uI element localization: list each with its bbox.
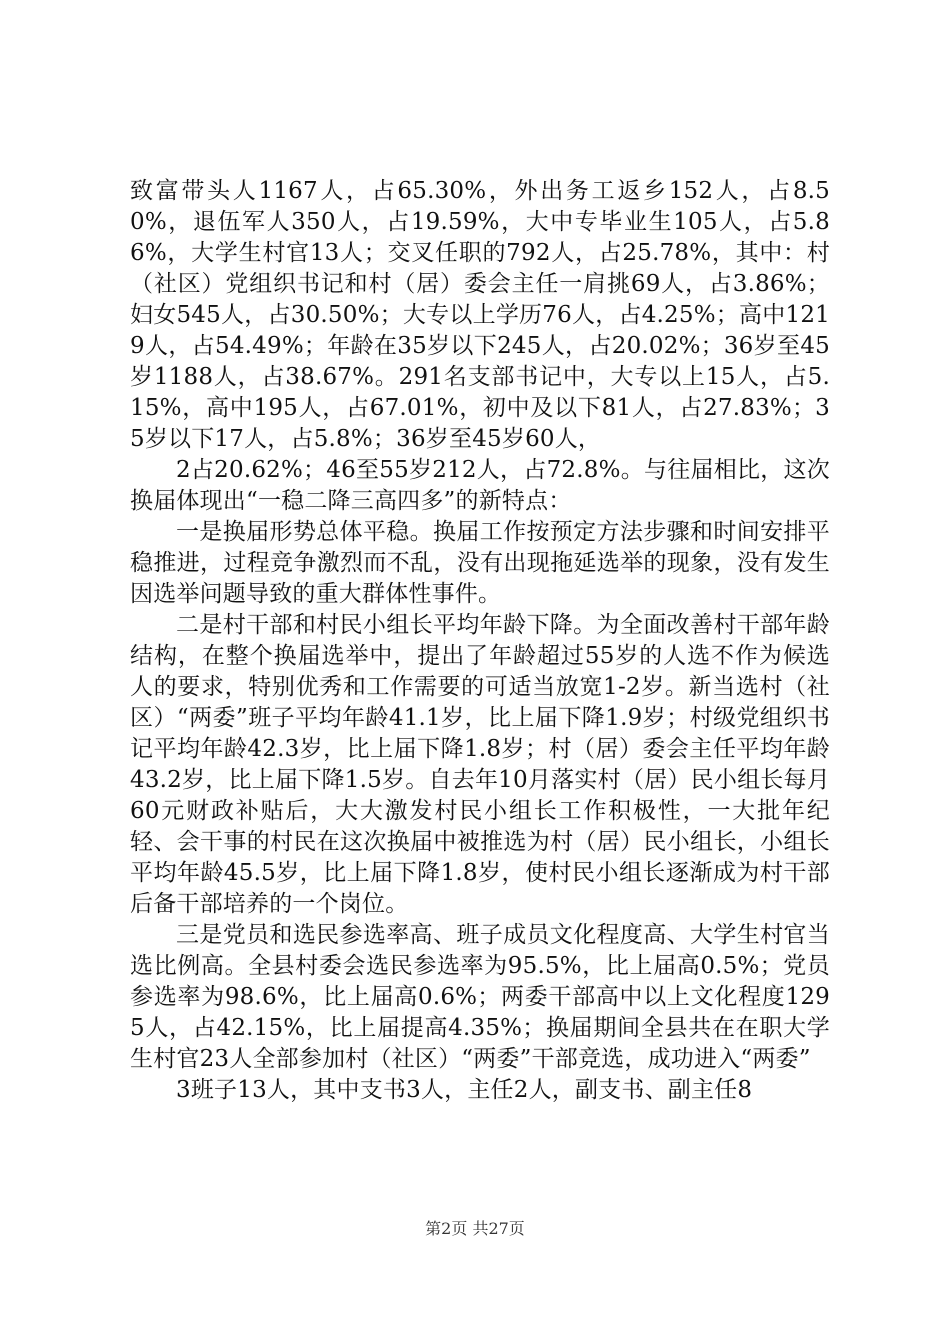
paragraph-point-two: 二是村干部和村民小组长平均年龄下降。为全面改善村干部年龄结构，在整个换届选举中，提出了年龄超过55岁的人选不作为候选人的要求，特别优秀和工作需要的可适当放宽1-2岁。新当选村（社区）“两委”班子平均年龄41.1岁，比上届下降1.9岁；村级党组织书记平均年龄42.3岁，比上届下降1.8岁；村（居）委会主任平均年龄43.2岁，比上届下降1.5岁。自去年10月落实村（居）民小组长每月60元财政补贴后，大大激发村民小组长工作积极性，一大批年纪轻、会干事的村民在这次换届中被推选为村（居）民小组长，小组长平均年龄45.5岁，比上届下降1.8岁，使村民小组长逐渐成为村干部后备干部培养的一个岗位。 (130, 612, 830, 917)
page-number-footer: 第2页 共27页 (425, 1219, 525, 1238)
paragraph-point-one: 一是换届形势总体平稳。换届工作按预定方法步骤和时间安排平稳推进，过程竞争激烈而不乱，没有出现拖延选举的现象，没有发生因选举问题导致的重大群体性事件。 (130, 519, 830, 607)
paragraph-point-three: 三是党员和选民参选率高、班子成员文化程度高、大学生村官当选比例高。全县村委会选民参选率为95.5%，比上届高0.5%；党员参选率为98.6%，比上届高0.6%；两委干部高中以上文化程度1295人，占42.15%，比上届提高4.35%；换届期间全县共在在职大学生村官23人全部参加村（社区）“两委”干部竞选，成功进入“两委” (130, 922, 830, 1072)
paragraph-summary: 2占20.62%；46至55岁212人，占72.8%。与往届相比，这次换届体现出“一稳二降三高四多”的新特点： (130, 457, 830, 514)
paragraph-statistics: 致富带头人1167人，占65.30%，外出务工返乡152人，占8.50%，退伍军人350人，占19.59%，大中专毕业生105人，占5.86%，大学生村官13人；交叉任职的792人，占25.78%，其中：村（社区）党组织书记和村（居）委会主任一肩挑69人，占3.86%；妇女545人，占30.50%；大专以上学历76人，占4.25%；高中1219人，占54.49%；年龄在35岁以下245人，占20.02%；36岁至45岁1188人，占38.67%。291名支部书记中，大专以上15人，占5.15%，高中195人，占67.01%，初中及以下81人，占27.83%；35岁以下17人，占5.8%；36岁至45岁60人， (130, 178, 830, 452)
paragraph-continuation: 3班子13人，其中支书3人，主任2人，副支书、副主任8 (176, 1077, 753, 1103)
document-body (130, 176, 830, 1106)
